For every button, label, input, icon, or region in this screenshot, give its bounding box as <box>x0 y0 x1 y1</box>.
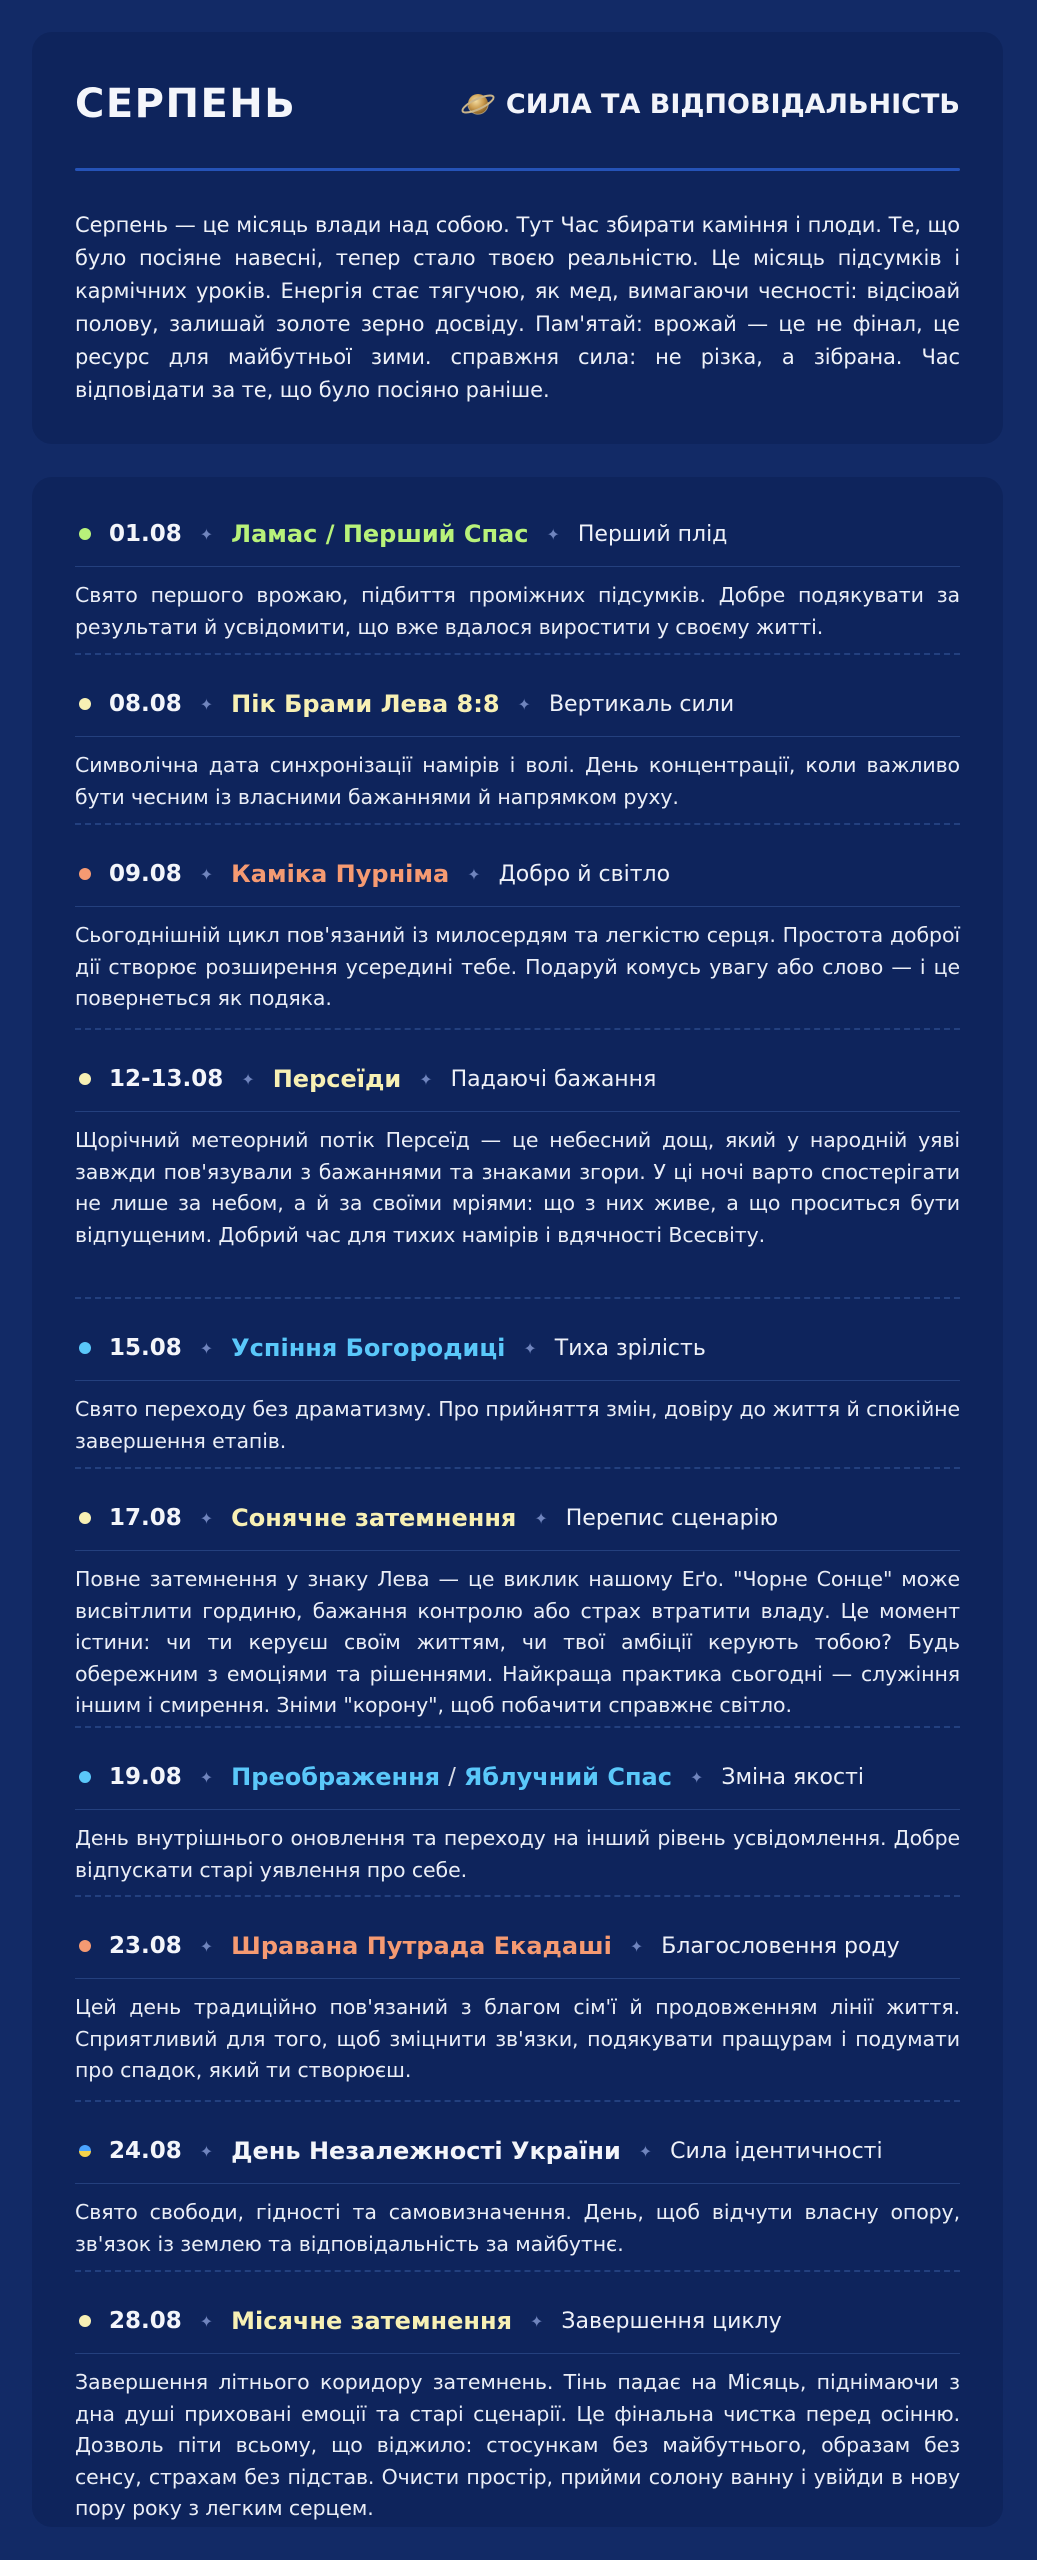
event-name: Успіння Богородиці <box>231 1334 506 1362</box>
event-tagline: Падаючі бажання <box>450 1066 657 1092</box>
event-divider <box>75 1550 960 1551</box>
event-divider <box>75 906 960 907</box>
sparkle-separator-icon: ✦ <box>629 1936 644 1956</box>
sparkle-separator-icon: ✦ <box>467 864 481 884</box>
event-divider <box>75 1809 960 1810</box>
event-item <box>75 1058 960 1251</box>
event-divider <box>75 1978 960 1979</box>
sparkle-separator-icon: ✦ <box>546 524 560 544</box>
event-date: 12-13.08 <box>109 1066 224 1092</box>
event-dot-icon <box>79 698 91 710</box>
event-name: Місячне затемнення <box>231 2307 512 2335</box>
dashed-divider <box>75 1028 960 1030</box>
event-header <box>75 1058 960 1100</box>
sparkle-separator-icon: ✦ <box>241 1069 255 1089</box>
sparkle-separator-icon: ✦ <box>199 1338 214 1358</box>
month-theme-text: СИЛА ТА ВІДПОВІДАЛЬНІСТЬ <box>505 88 960 120</box>
sparkle-separator-icon: ✦ <box>199 694 214 714</box>
event-date: 08.08 <box>109 691 182 717</box>
event-header <box>75 1327 960 1369</box>
name-slash: / <box>448 1764 456 1790</box>
event-date: 17.08 <box>109 1505 182 1531</box>
event-tagline: Сила ідентичності <box>670 2138 883 2164</box>
event-date: 09.08 <box>109 861 182 887</box>
event-divider <box>75 566 960 567</box>
sparkle-separator-icon: ✦ <box>199 1508 214 1528</box>
event-header <box>75 2300 960 2342</box>
event-item <box>75 1497 960 1722</box>
event-tagline: Завершення циклу <box>561 2308 782 2334</box>
event-name: Персеїди <box>272 1065 402 1093</box>
event-description: Свято переходу без драматизму. Про прийняття змін, довіру до життя й спокійне завершення етапів. <box>75 1397 960 1453</box>
event-dot-icon <box>79 1073 91 1085</box>
event-name: Каміка Пурніма <box>231 860 450 888</box>
event-divider <box>75 1111 960 1112</box>
sparkle-separator-icon: ✦ <box>534 1508 548 1528</box>
event-description: Свято свободи, гідності та самовизначення. День, щоб відчути власну опору, зв'язок із землею та відповідальність за майбутнє. <box>75 2200 960 2256</box>
sparkle-separator-icon: ✦ <box>517 694 531 714</box>
dashed-divider <box>75 653 960 655</box>
sparkle-separator-icon: ✦ <box>638 2141 653 2161</box>
event-item <box>75 1327 960 1457</box>
event-description: Свято першого врожаю, підбиття проміжних підсумків. Добре подякувати за результати й усвідомити, що вже вдалося виростити у своєму житті. <box>75 583 960 639</box>
sparkle-separator-icon: ✦ <box>199 524 214 544</box>
event-item <box>75 683 960 813</box>
dashed-divider <box>75 1895 960 1897</box>
event-divider <box>75 2183 960 2184</box>
event-header <box>75 1925 960 1967</box>
event-name: Сонячне затемнення <box>231 1504 517 1532</box>
event-dot-icon <box>79 2145 91 2157</box>
event-tagline: Вертикаль сили <box>548 691 735 717</box>
dashed-divider <box>75 2100 960 2102</box>
event-date: 24.08 <box>109 2138 182 2164</box>
sparkle-separator-icon: ✦ <box>199 2311 214 2331</box>
events-card <box>32 477 1003 2527</box>
event-dot-icon <box>79 1342 91 1354</box>
event-tagline: Перший плід <box>577 521 728 547</box>
event-tagline: Перепис сценарію <box>565 1505 779 1531</box>
month-title: СЕРПЕНЬ <box>75 81 297 127</box>
month-header-card <box>32 32 1003 444</box>
event-item <box>75 1756 960 1886</box>
sparkle-separator-icon: ✦ <box>523 1338 537 1358</box>
month-intro: Серпень — це місяць влади над собою. Тут Час збирати каміння і плоди. Те, що було посіяне навесні, тепер стало твоєю реальністю. Це місяць підсумків і кармічних уроків. Енергія стає тягучою, як мед, вимагаючи чесності: відсіюай полову, залишай золоте зерно досвіду. Пам'ятай: врожай — це не фінал, це ресурс для майбутньої зими. справжня сила: не різка, а зібрана. Час відповідати за те, що було посіяно раніше. <box>75 213 960 402</box>
event-divider <box>75 2353 960 2354</box>
event-dot-icon <box>79 528 91 540</box>
month-theme <box>460 86 960 122</box>
event-date: 15.08 <box>109 1335 182 1361</box>
event-date: 01.08 <box>109 521 182 547</box>
event-dot-icon <box>79 1512 91 1524</box>
event-dot-icon <box>79 1940 91 1952</box>
event-tagline: Добро й світло <box>498 861 671 887</box>
sparkle-separator-icon: ✦ <box>530 2311 544 2331</box>
event-name: Шравана Путрада Екадаші <box>231 1932 612 1960</box>
event-header <box>75 513 960 555</box>
sparkle-separator-icon: ✦ <box>199 1767 214 1787</box>
event-dot-icon <box>79 2315 91 2327</box>
event-description: Повне затемнення у знаку Лева — це виклик нашому Еґо. "Чорне Сонце" може висвітлити гординю, бажання контролю або страх втратити владу. Це момент істини: чи ти керуєш своїм життям, чи твої амбіції керують тобою? Будь обережним з емоціями та рішеннями. Найкраща практика сьогодні — служіння іншим і смирення. Зніми "корону", щоб побачити справжнє світло. <box>75 1567 960 1717</box>
event-date: 19.08 <box>109 1764 182 1790</box>
event-dot-icon <box>79 1771 91 1783</box>
event-item <box>75 2300 960 2525</box>
event-item <box>75 853 960 1015</box>
event-tagline: Зміна якості <box>721 1764 865 1790</box>
event-name: Ламас / Перший Спас <box>231 520 529 548</box>
sparkle-separator-icon: ✦ <box>199 1936 214 1956</box>
event-header <box>75 683 960 725</box>
event-description: Сьогоднішній цикл пов'язаний із милосердям та легкістю серця. Простота доброї дії створює розширення усередині тебе. Подаруй комусь увагу або слово — і це повернеться як подяка. <box>75 923 960 1010</box>
event-date: 23.08 <box>109 1933 182 1959</box>
event-tagline: Тиха зрілість <box>554 1335 706 1361</box>
event-description: Символічна дата синхронізації намірів і волі. День концентрації, коли важливо бути чесним із власними бажаннями й напрямком руху. <box>75 753 960 809</box>
event-description: Цей день традиційно пов'язаний з благом сім'ї й продовженням лінії життя. Сприятливий для того, щоб зміцнити зв'язки, подякувати пращурам і подумати про спадок, який ти створюєш. <box>75 1995 960 2082</box>
event-description: Щорічний метеорний потік Персеїд — це небесний дощ, який у народній уяві завжди пов'язували з бажаннями та знаками згори. У ці ночі варто спостерігати не лише за небом, а й за своїми мріями: що з них живе, а що проситься бути відпущеним. Добрий час для тихих намірів і вдячності Всесвіту. <box>75 1128 960 1247</box>
event-tagline: Благословення роду <box>661 1933 900 1959</box>
event-header <box>75 1497 960 1539</box>
sparkle-separator-icon: ✦ <box>199 864 214 884</box>
event-item <box>75 1925 960 2087</box>
event-name-secondary: Яблучний Спас <box>463 1763 672 1791</box>
event-date: 28.08 <box>109 2308 182 2334</box>
event-header <box>75 853 960 895</box>
ringed-planet-icon <box>460 86 496 122</box>
dashed-divider <box>75 1467 960 1469</box>
sparkle-separator-icon: ✦ <box>419 1069 433 1089</box>
sparkle-separator-icon: ✦ <box>689 1767 704 1787</box>
event-dot-icon <box>79 868 91 880</box>
event-divider <box>75 736 960 737</box>
event-header <box>75 1756 960 1798</box>
event-name: Преображення <box>231 1763 441 1791</box>
event-description: День внутрішнього оновлення та переходу на інший рівень усвідомлення. Добре відпускати старі уявлення про себе. <box>75 1826 960 1882</box>
event-name: Пік Брами Лева 8:8 <box>231 690 500 718</box>
event-divider <box>75 1380 960 1381</box>
event-header <box>75 2130 960 2172</box>
dashed-divider <box>75 2270 960 2272</box>
dashed-divider <box>75 823 960 825</box>
event-item <box>75 2130 960 2260</box>
event-item <box>75 513 960 643</box>
dashed-divider <box>75 1726 960 1728</box>
header-divider <box>75 168 960 171</box>
event-description: Завершення літнього коридору затемнень. Тінь падає на Місяць, піднімаючи з дна душі приховані емоції та старі сценарії. Це фінальна чистка перед осінню. Дозволь піти всьому, що віджило: стосункам без майбутнього, образам без сенсу, страхам без підстав. Очисти простір, прийми солону ванну і увійди в нову пору року з легким серцем. <box>75 2370 960 2520</box>
dashed-divider <box>75 1297 960 1299</box>
event-name: День Незалежності України <box>231 2137 621 2165</box>
sparkle-separator-icon: ✦ <box>199 2141 214 2161</box>
